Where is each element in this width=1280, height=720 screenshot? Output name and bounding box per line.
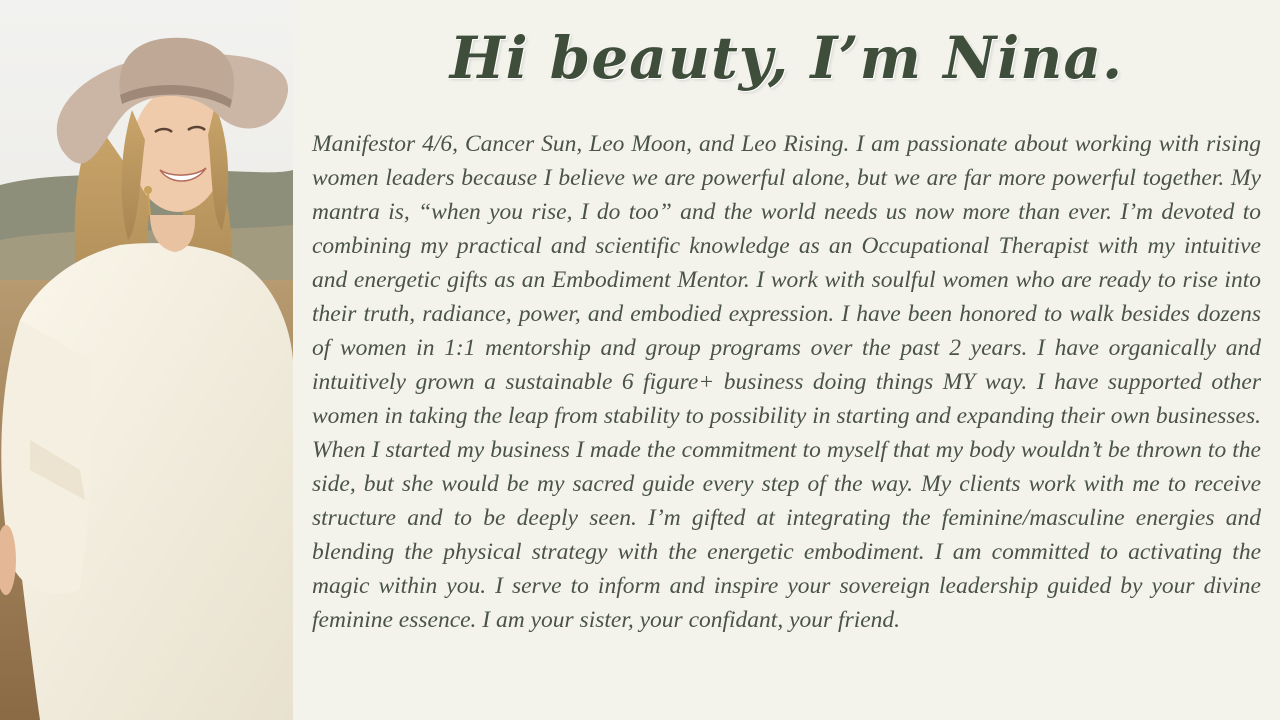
portrait-illustration <box>0 0 293 720</box>
greeting-heading: Hi beauty, I’m Nina. <box>449 24 1124 92</box>
text-panel <box>312 0 1261 720</box>
bio-paragraph: Manifestor 4/6, Cancer Sun, Leo Moon, and Leo Rising. I am passionate about working with rising women leaders because I believe we are powerful alone, but we are far more powerful together. My mantra is, “when you rise, I do too” and the world needs us now more than ever. I’m devoted to combining my practical and scientific knowledge as an Occupational Therapist with my intuitive and energetic gifts as an Embodiment Mentor. I work with soulful women who are ready to rise into their truth, radiance, power, and embodied expression. I have been honored to walk besides dozens of women in 1:1 mentorship and group programs over the past 2 years. I have organically and intuitively grown a sustainable 6 figure+ business doing things MY way. I have supported other women in taking the leap from stability to possibility in starting and expanding their own businesses. When I started my business I made the commitment to myself that my body wouldn’t be thrown to the side, but she would be my sacred guide every step of the way. My clients work with me to receive structure and to be deeply seen. I’m gifted at integrating the feminine/masculine energies and blending the physical strategy with the energetic embodiment. I am committed to activating the magic within you. I serve to inform and inspire your sovereign leadership guided by your divine feminine essence. I am your sister, your confidant, your friend. <box>312 131 1261 633</box>
portrait-photo <box>0 0 293 720</box>
